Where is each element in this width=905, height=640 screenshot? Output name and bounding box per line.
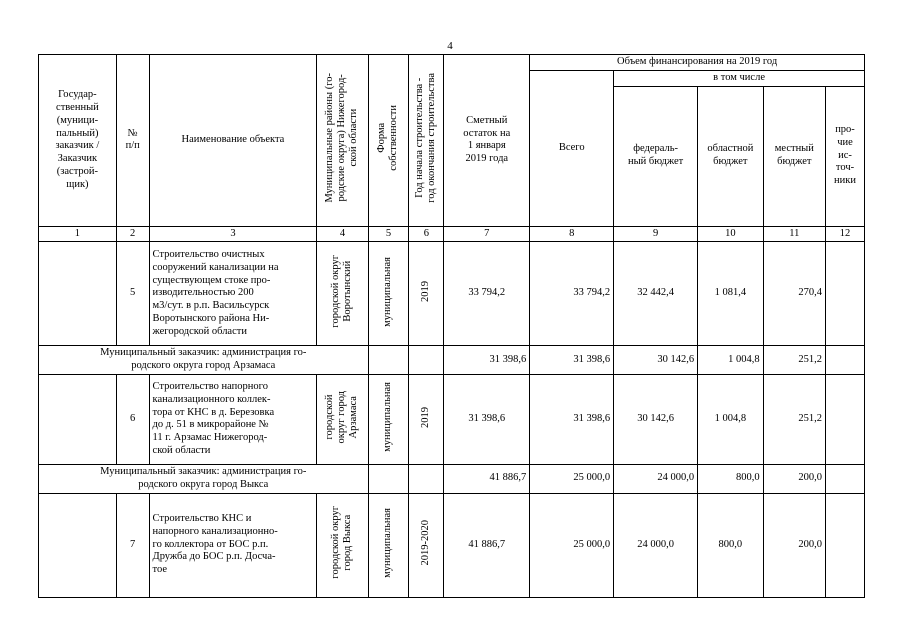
regional-value: 800,0 (698, 464, 764, 493)
total-value: 33 794,2 (530, 242, 614, 346)
empty-cell (368, 464, 409, 493)
customer-row (39, 464, 865, 493)
regional-value: 1 081,4 (698, 242, 764, 346)
years-cell (409, 374, 444, 464)
ownership-cell (368, 242, 409, 346)
column-number: 5 (368, 226, 409, 242)
ownership-cell (368, 493, 409, 597)
column-number: 3 (149, 226, 317, 242)
header-estimate: Сметный остаток на 1 января 2019 года (444, 55, 530, 227)
empty-cell (368, 346, 409, 375)
years-text: 2019-2020 (420, 519, 432, 566)
estimate-value: 41 886,7 (444, 464, 530, 493)
empty-cell (39, 493, 117, 597)
regional-value: 1 004,8 (698, 346, 764, 375)
empty-cell (409, 464, 444, 493)
customer-label: Муниципальный заказчик: администрация го- родского округа город Арзамаса (39, 346, 369, 375)
header-customer: Государ- ственный (муници- пальный) заказчик / Заказчик (застрой- щик) (39, 55, 117, 227)
other-value (826, 346, 865, 375)
header-districts-text: Муниципальные районы (го- родские округа) Нижегород- ской области (324, 73, 360, 203)
header-other: про- чие ис- точ- ники (826, 86, 865, 226)
table-row (39, 374, 865, 464)
regional-value: 1 004,8 (698, 374, 764, 464)
district-text: городской округ город Арзамаса (324, 390, 360, 444)
object-name: Строительство КНС и напорного канализационно- го коллектора от БОС р.п. Дружба до БОС р.п. Досча- тое (149, 493, 317, 597)
local-value: 200,0 (763, 464, 825, 493)
column-number: 4 (317, 226, 368, 242)
empty-cell (39, 242, 117, 346)
other-value (826, 374, 865, 464)
district-text: городской округ город Выкса (330, 506, 354, 579)
header-ownership-text: Форма собственности (376, 105, 400, 171)
financing-table (38, 54, 865, 598)
ownership-text: муниципальная (382, 256, 394, 327)
column-number-row (39, 226, 865, 242)
estimate-value: 31 398,6 (444, 374, 530, 464)
header-financing: Объем финансирования на 2019 год (530, 55, 865, 71)
other-value (826, 242, 865, 346)
estimate-value: 31 398,6 (444, 346, 530, 375)
customer-label: Муниципальный заказчик: администрация го- родского округа город Выкса (39, 464, 369, 493)
years-cell (409, 242, 444, 346)
table-row (39, 242, 865, 346)
other-value (826, 464, 865, 493)
row-num: 5 (116, 242, 149, 346)
header-years (409, 55, 444, 227)
column-number: 10 (698, 226, 764, 242)
column-number: 9 (614, 226, 698, 242)
estimate-value: 33 794,2 (444, 242, 530, 346)
local-value: 251,2 (763, 374, 825, 464)
object-name: Строительство очистных сооружений канализации на существующем стоке про- изводительностью 200 м3/сут. в р.п. Васильсурск Воротынского района Ни- жегородской области (149, 242, 317, 346)
local-value: 200,0 (763, 493, 825, 597)
total-value: 25 000,0 (530, 493, 614, 597)
customer-row (39, 346, 865, 375)
row-num: 7 (116, 493, 149, 597)
ownership-cell (368, 374, 409, 464)
column-number: 7 (444, 226, 530, 242)
column-number: 2 (116, 226, 149, 242)
header-num: № п/п (116, 55, 149, 227)
page-number: 4 (447, 40, 453, 52)
column-number: 12 (826, 226, 865, 242)
district-cell (317, 493, 368, 597)
total-value: 31 398,6 (530, 346, 614, 375)
header-regional: областной бюджет (698, 86, 764, 226)
federal-value: 32 442,4 (614, 242, 698, 346)
table-row (39, 493, 865, 597)
header-object-name: Наименование объекта (149, 55, 317, 227)
header-local: местный бюджет (763, 86, 825, 226)
ownership-text: муниципальная (382, 382, 394, 453)
estimate-value: 41 886,7 (444, 493, 530, 597)
local-value: 270,4 (763, 242, 825, 346)
regional-value: 800,0 (698, 493, 764, 597)
federal-value: 24 000,0 (614, 493, 698, 597)
district-cell (317, 374, 368, 464)
other-value (826, 493, 865, 597)
district-text: городской округ Воротынский (330, 255, 354, 328)
column-number: 8 (530, 226, 614, 242)
empty-cell (39, 374, 117, 464)
ownership-text: муниципальная (382, 507, 394, 578)
years-cell (409, 493, 444, 597)
local-value: 251,2 (763, 346, 825, 375)
header-ownership (368, 55, 409, 227)
column-number: 11 (763, 226, 825, 242)
header-federal: федераль- ный бюджет (614, 86, 698, 226)
object-name: Строительство напорного канализационного коллек- тора от КНС в д. Березовка до д. 51 в микрорайоне № 11 г. Арзамас Нижегород- ской области (149, 374, 317, 464)
header-districts (317, 55, 368, 227)
district-cell (317, 242, 368, 346)
federal-value: 30 142,6 (614, 374, 698, 464)
header-total: Всего (530, 70, 614, 226)
header-including: в том числе (614, 70, 865, 86)
total-value: 31 398,6 (530, 374, 614, 464)
total-value: 25 000,0 (530, 464, 614, 493)
header-years-text: Год начала строительства - год окончания строительства (414, 73, 438, 203)
federal-value: 30 142,6 (614, 346, 698, 375)
column-number: 6 (409, 226, 444, 242)
federal-value: 24 000,0 (614, 464, 698, 493)
years-text: 2019 (420, 406, 432, 428)
row-num: 6 (116, 374, 149, 464)
column-number: 1 (39, 226, 117, 242)
empty-cell (409, 346, 444, 375)
years-text: 2019 (420, 280, 432, 302)
